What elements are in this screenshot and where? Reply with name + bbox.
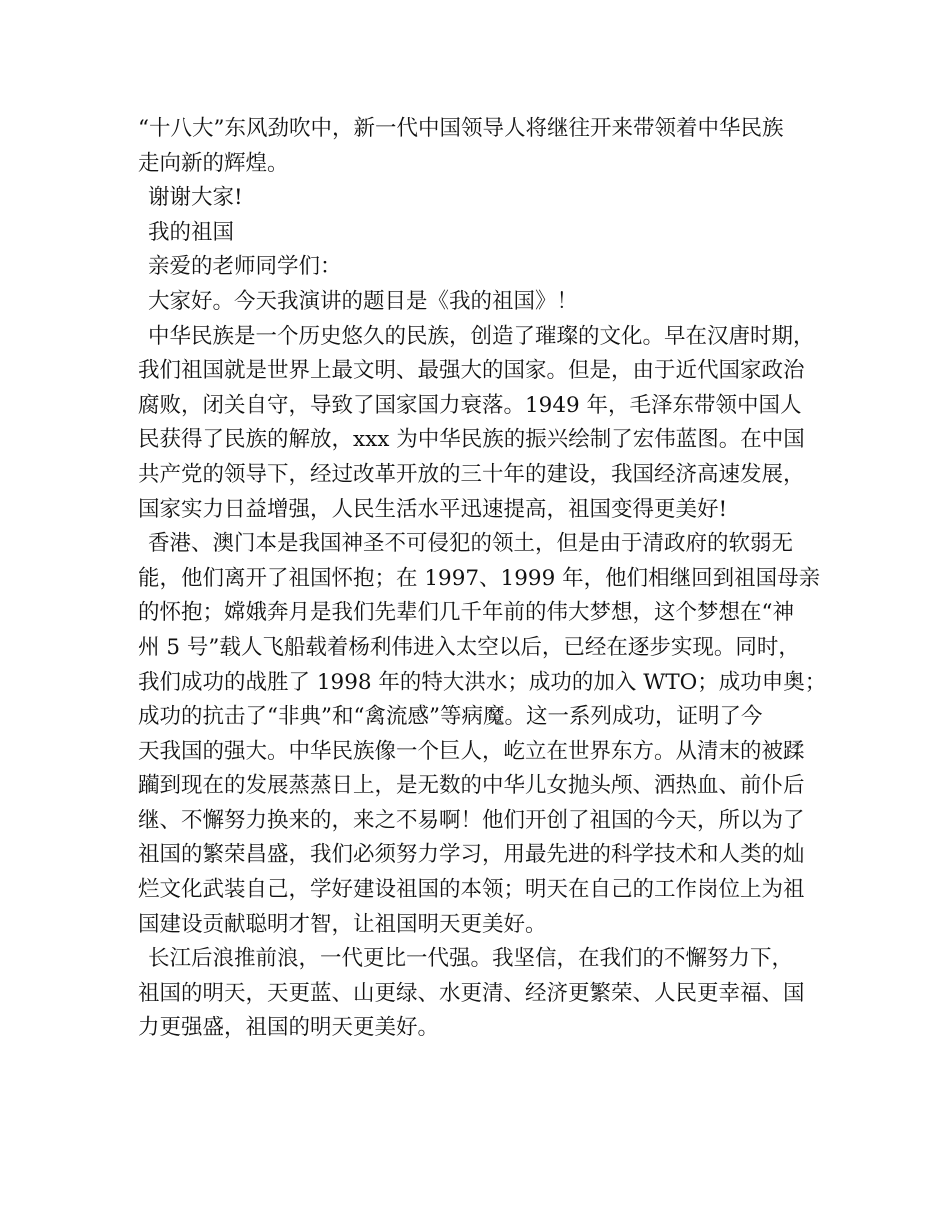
text-line: 谢谢大家! xyxy=(148,185,243,211)
text-line: 的怀抱；嫦娥奔月是我们先辈们几千年前的伟大梦想，这个梦想在“神 xyxy=(138,600,794,626)
text-line: 力更强盛，祖国的明天更美好。 xyxy=(138,1015,440,1041)
text-line: 共产党的领导下，经过改革开放的三十年的建设，我国经济高速发展， xyxy=(138,461,805,487)
text-line: “十八大”东风劲吹中，新一代中国领导人将继往开来带领着中华民族 xyxy=(138,116,784,141)
text-line: 民获得了民族的解放，xxx 为中华民族的振兴绘制了宏伟蓝图。在中国 xyxy=(138,427,805,453)
text-line: 我们成功的战胜了 1998 年的特大洪水；成功的加入 WTO；成功申奥； xyxy=(138,669,827,695)
text-line: 大家好。今天我演讲的题目是《我的祖国》！ xyxy=(148,288,579,314)
text-line: 国家实力日益增强，人民生活水平迅速提高，祖国变得更美好! xyxy=(138,496,728,522)
text-line: 躏到现在的发展蒸蒸日上，是无数的中华儿女抛头颅、洒热血、前仆后 xyxy=(138,773,805,799)
text-line: 我的祖国 xyxy=(148,219,235,245)
text-line: 香港、澳门本是我国神圣不可侵犯的领土，但是由于清政府的软弱无 xyxy=(148,531,794,557)
document-body xyxy=(138,112,828,1046)
text-line: 我们祖国就是世界上最文明、最强大的国家。但是，由于近代国家政治 xyxy=(138,358,805,384)
text-line: 中华民族是一个历史悠久的民族，创造了璀璨的文化。早在汉唐时期， xyxy=(148,323,815,349)
text-line: 国建设贡献聪明才智，让祖国明天更美好。 xyxy=(138,911,547,937)
text-line: 继、不懈努力换来的，来之不易啊！他们开创了祖国的今天，所以为了 xyxy=(138,807,805,833)
text-line: 腐败，闭关自守，导致了国家国力衰落。1949 年，毛泽东带领中国人 xyxy=(138,392,802,418)
text-line: 成功的抗击了“非典”和“禽流感”等病魔。这一系列成功，证明了今 xyxy=(138,704,763,730)
text-line: 烂文化武装自己，学好建设祖国的本领；明天在自己的工作岗位上为祖 xyxy=(138,877,805,903)
text-line: 走向新的辉煌。 xyxy=(138,150,289,176)
text-line: 长江后浪推前浪，一代更比一代强。我坚信，在我们的不懈努力下， xyxy=(148,946,794,972)
text-line: 祖国的明天，天更蓝、山更绿、水更清、经济更繁荣、人民更幸福、国 xyxy=(138,980,805,1006)
text-line: 祖国的繁荣昌盛，我们必须努力学习，用最先进的科学技术和人类的灿 xyxy=(138,842,805,868)
text-line: 亲爱的老师同学们： xyxy=(148,254,342,280)
text-line: 天我国的强大。中华民族像一个巨人，屹立在世界东方。从清末的被蹂 xyxy=(138,738,805,764)
text-line: 州 5 号”载人飞船载着杨利伟进入太空以后，已经在逐步实现。同时， xyxy=(138,634,800,660)
text-line: 能，他们离开了祖国怀抱；在 1997、1999 年，他们相继回到祖国母亲 xyxy=(138,565,821,591)
